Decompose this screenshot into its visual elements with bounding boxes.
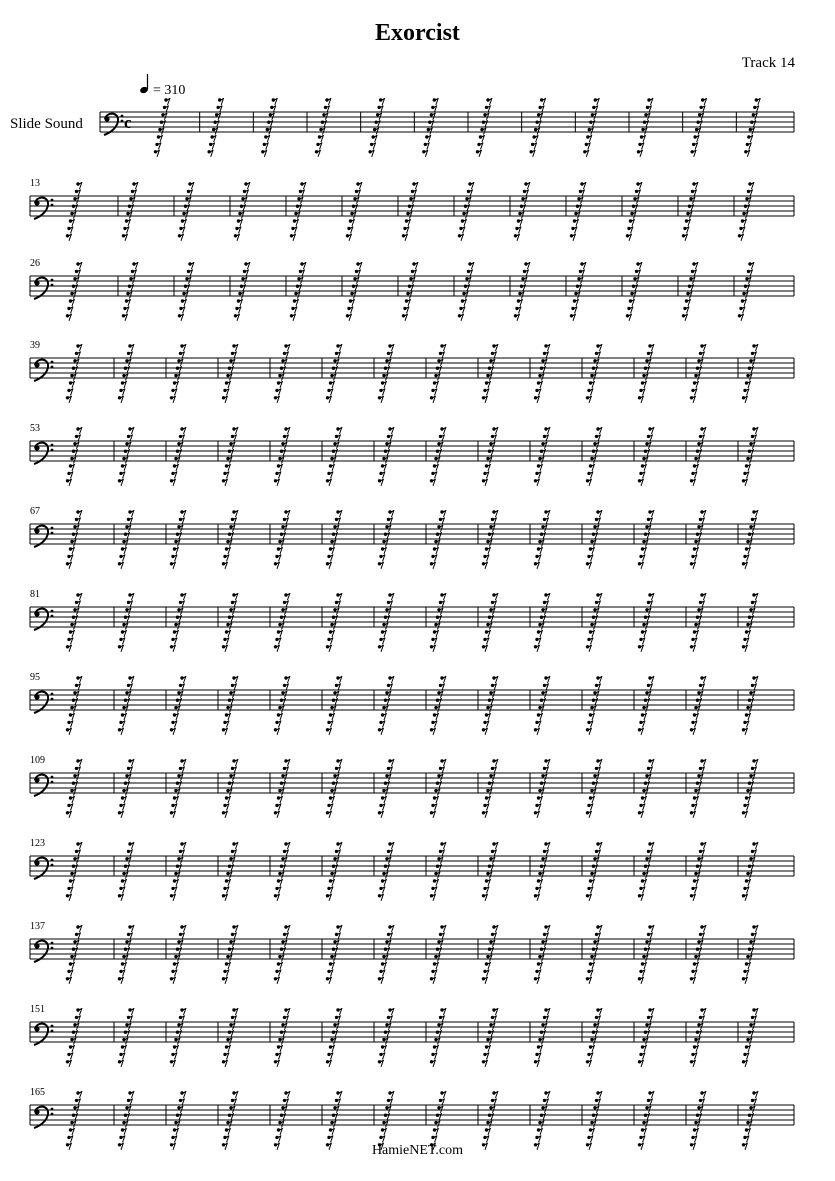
bass-clef-dot-icon [51,284,54,287]
measure-number: 53 [30,423,40,434]
measure-number: 151 [30,1004,45,1015]
bass-clef-dot-icon [51,1025,54,1028]
bass-clef-dot-icon [51,1108,54,1111]
measure-number: 81 [30,589,40,600]
common-time-icon: c [124,113,132,132]
measure-number: 137 [30,921,45,932]
bass-clef-dot-icon [51,864,54,867]
bass-clef-dot-icon [51,444,54,447]
bass-clef-dot-icon [51,527,54,530]
bass-clef-dot-icon [51,615,54,618]
bass-clef-dot-icon [34,1109,39,1114]
bass-clef-dot-icon [51,1030,54,1033]
bass-clef-dot-icon [51,361,54,364]
staff-system [30,1087,794,1150]
bass-clef-dot-icon [51,1113,54,1116]
bass-clef-dot-icon [34,1026,39,1031]
bass-clef-dot-icon [34,528,39,533]
bass-clef-dot-icon [34,611,39,616]
staff-system [30,921,794,984]
bass-clef-dot-icon [51,859,54,862]
staff-system [30,1004,794,1067]
bass-clef-dot-icon [51,449,54,452]
bass-clef-dot-icon [121,115,124,118]
bass-clef-dot-icon [51,279,54,282]
measure-number: 165 [30,1087,45,1098]
bass-clef-dot-icon [51,532,54,535]
measure-number: 109 [30,755,45,766]
measure-number: 95 [30,672,40,683]
bass-clef-dot-icon [51,204,54,207]
bass-clef-dot-icon [51,366,54,369]
bass-clef-dot-icon [51,698,54,701]
staff-system [30,423,794,486]
staff-system [30,672,794,735]
bass-clef-dot-icon [34,860,39,865]
bass-clef-dot-icon [34,943,39,948]
measure-number: 39 [30,340,40,351]
bass-clef-dot-icon [34,445,39,450]
bass-clef-dot-icon [34,200,39,205]
bass-clef-dot-icon [34,694,39,699]
measure-number: 123 [30,838,45,849]
bass-clef-dot-icon [34,362,39,367]
staff-system [30,258,794,321]
bass-clef-dot-icon [51,610,54,613]
bass-clef-dot-icon [51,781,54,784]
bass-clef-dot-icon [51,942,54,945]
instrument-name: Slide Sound [10,116,83,132]
measure-number: 26 [30,258,40,269]
staff-system [30,838,794,901]
bass-clef-dot-icon [51,947,54,950]
staff-system [30,340,794,403]
track-label: Track 14 [741,55,795,71]
footer-site: HamieNET.com [371,1143,464,1158]
bass-clef-dot-icon [51,199,54,202]
staff-system [30,589,794,652]
bass-clef-dot-icon [104,116,109,121]
staff-system [30,506,794,569]
measure-number: 13 [30,178,40,189]
staff-system [30,755,794,818]
tempo-mark: = 310 [153,83,186,98]
bass-clef-dot-icon [121,120,124,123]
bass-clef-dot-icon [51,776,54,779]
bass-clef-dot-icon [34,777,39,782]
measure-number: 67 [30,506,40,517]
bass-clef-dot-icon [34,280,39,285]
staff-system [30,178,794,241]
bass-clef-dot-icon [51,693,54,696]
score-title: Exorcist [375,20,460,46]
staff-system [10,74,794,157]
